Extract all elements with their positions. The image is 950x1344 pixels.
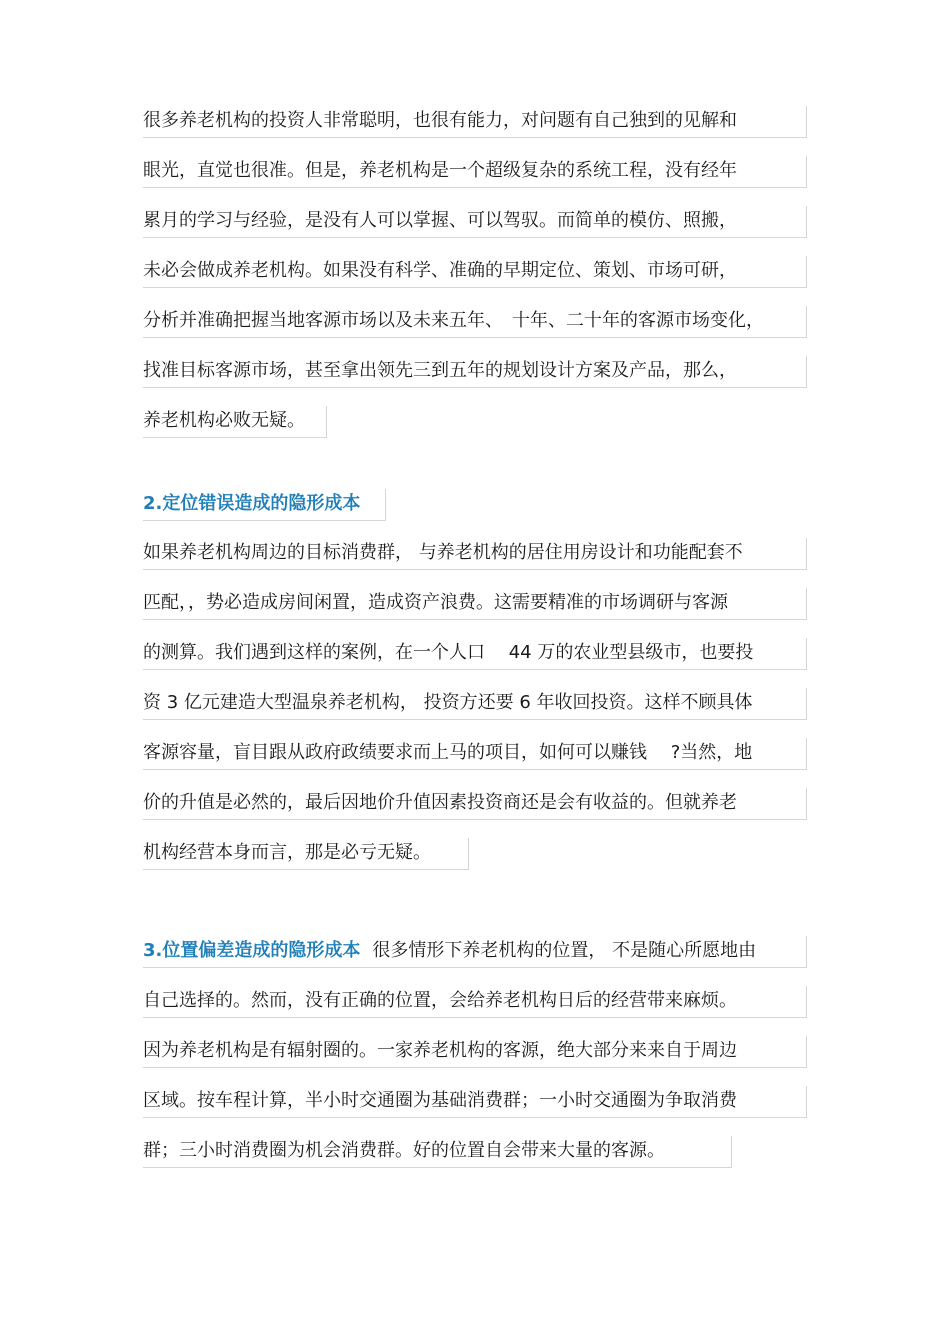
paragraph-line: 区域。按车程计算，半小时交通圈为基础消费群；一小时交通圈为争取消费	[143, 1086, 807, 1118]
paragraph-line: 因为养老机构是有辐射圈的。一家养老机构的客源，绝大部分来来自于周边	[143, 1036, 807, 1068]
paragraph-line: 群；三小时消费圈为机会消费群。好的位置自会带来大量的客源。	[143, 1136, 732, 1168]
paragraph-line: 累月的学习与经验，是没有人可以掌握、可以驾驭。而简单的模仿、照搬，	[143, 206, 807, 238]
paragraph-line: 匹配，，势必造成房间闲置，造成资产浪费。这需要精准的市场调研与客源	[143, 588, 807, 620]
section-heading: 3.位置偏差造成的隐形成本	[143, 940, 361, 961]
paragraph-line: 如果养老机构周边的目标消费群， 与养老机构的居住用房设计和功能配套不	[143, 538, 807, 570]
paragraph-line: 价的升值是必然的，最后因地价升值因素投资商还是会有收益的。但就养老	[143, 788, 807, 820]
paragraph-line: 眼光，直觉也很准。但是，养老机构是一个超级复杂的系统工程，没有经年	[143, 156, 807, 188]
paragraph-line: 很多养老机构的投资人非常聪明，也很有能力，对问题有自己独到的见解和	[143, 106, 807, 138]
paragraph-line: 自己选择的。然而，没有正确的位置，会给养老机构日后的经营带来麻烦。	[143, 986, 807, 1018]
paragraph-line: 养老机构必败无疑。	[143, 406, 327, 438]
paragraph-line: 分析并准确把握当地客源市场以及未来五年、 十年、二十年的客源市场变化，	[143, 306, 807, 338]
paragraph-line: 资 3 亿元建造大型温泉养老机构， 投资方还要 6 年收回投资。这样不顾具体	[143, 688, 807, 720]
paragraph-line: 未必会做成养老机构。如果没有科学、准确的早期定位、策划、市场可研，	[143, 256, 807, 288]
section-heading: 2.定位错误造成的隐形成本	[143, 489, 386, 521]
section-heading-line	[143, 936, 807, 968]
paragraph-text: 很多情形下养老机构的位置， 不是随心所愿地由	[372, 940, 757, 961]
paragraph-line: 的测算。我们遇到这样的案例，在一个人口 44 万的农业型县级市，也要投	[143, 638, 807, 670]
paragraph-line: 客源容量，盲目跟从政府政绩要求而上马的项目，如何可以赚钱 ?当然，地	[143, 738, 807, 770]
paragraph-line: 机构经营本身而言，那是必亏无疑。	[143, 838, 469, 870]
paragraph-line: 找准目标客源市场，甚至拿出领先三到五年的规划设计方案及产品，那么，	[143, 356, 807, 388]
